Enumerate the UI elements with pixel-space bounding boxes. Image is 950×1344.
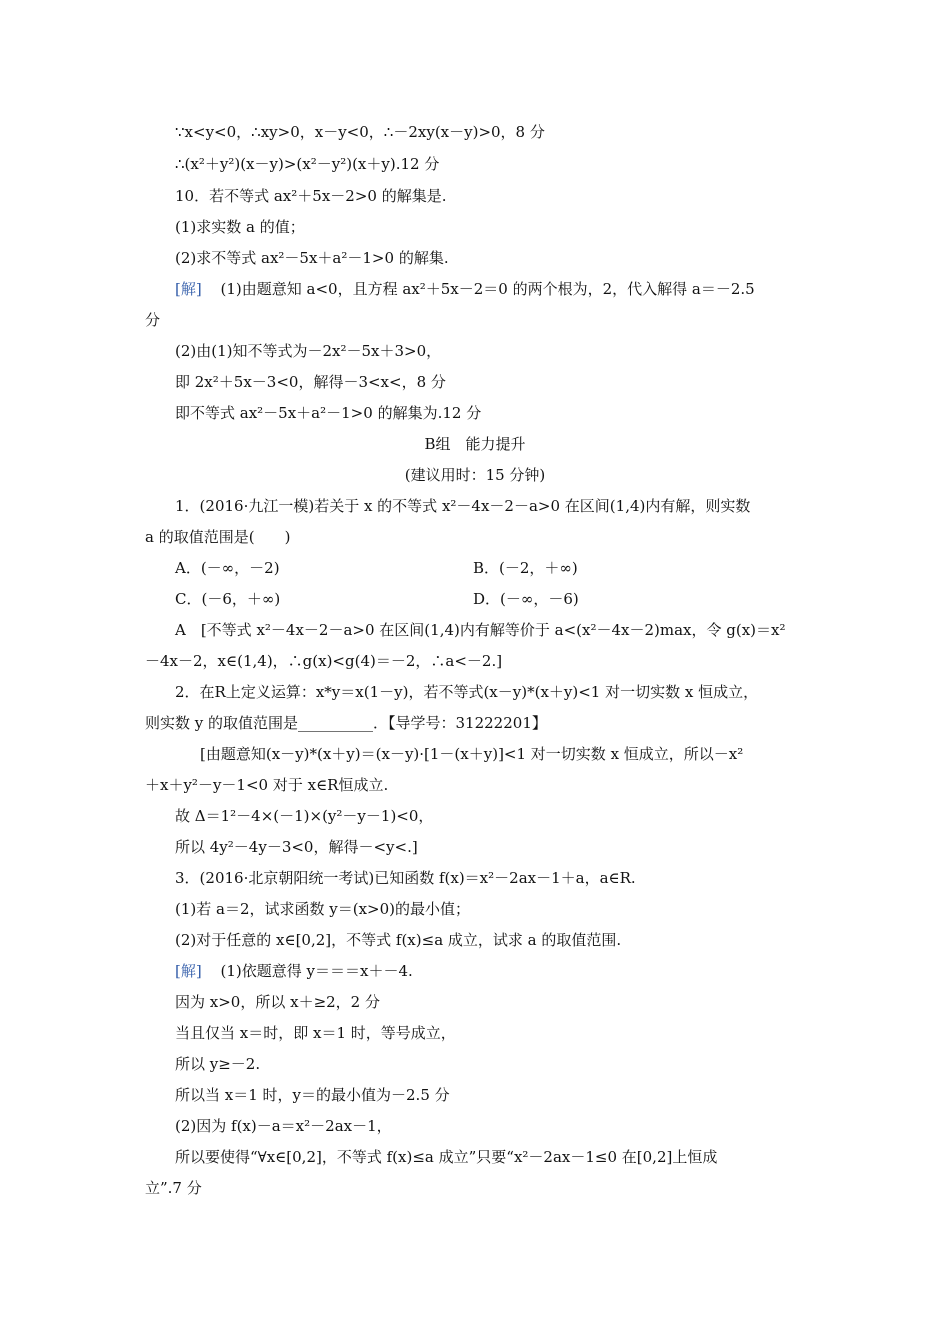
solution-line <box>175 961 413 981</box>
text-line: 当且仅当 x＝时，即 x＝1 时，等号成立， <box>175 1024 456 1042</box>
text-line: (2)由(1)知不等式为－2x²－5x＋3>0， <box>175 342 442 360</box>
question-2: 2．在R上定义运算：x*y＝x(1－y)，若不等式(x－y)*(x＋y)<1 对一切实数 x 恒成立， <box>175 683 759 701</box>
option-b: B．(－2，＋∞) <box>473 559 578 577</box>
text-line: 所以 y≥－2. <box>175 1055 261 1073</box>
solution-text: (1)由题意知 a<0，且方程 ax²＋5x－2＝0 的两个根为，2，代入解得 a＝－2.5 <box>220 280 755 298</box>
text-line: a 的取值范围是( ) <box>145 528 291 546</box>
text-line: 即不等式 ax²－5x＋a²－1>0 的解集为.12 分 <box>175 404 482 422</box>
text-line: 故 Δ＝1²－4×(－1)×(y²－y－1)<0， <box>175 807 434 825</box>
option-a: A．(－∞，－2) <box>175 559 280 577</box>
text-line: 因为 x>0，所以 x＋≥2，2 分 <box>175 993 380 1011</box>
text-line: 则实数 y 的取值范围是__________．【导学号：31222201】 <box>145 714 547 732</box>
text-line: 分 <box>145 311 161 329</box>
text-line: ∴(x²＋y²)(x－y)>(x²－y²)(x＋y).12 分 <box>175 155 440 173</box>
solution-tag: [解] <box>175 280 202 298</box>
text-line: (2)求不等式 ax²－5x＋a²－1>0 的解集. <box>175 249 449 267</box>
text-line: ＋x＋y²－y－1<0 对于 x∈R恒成立. <box>145 776 389 794</box>
solution-tag: [解] <box>175 962 202 980</box>
question-10: 10．若不等式 ax²＋5x－2>0 的解集是. <box>175 187 447 205</box>
text-line: 立”.7 分 <box>145 1179 202 1197</box>
section-subheading: (建议用时：15 分钟) <box>404 466 546 484</box>
text-line: 即 2x²＋5x－3<0，解得－3<x<，8 分 <box>175 373 446 391</box>
text-line: (2)对于任意的 x∈[0,2]，不等式 f(x)≤a 成立，试求 a 的取值范围. <box>175 931 622 949</box>
answer-line: [由题意知(x－y)*(x＋y)＝(x－y)·[1－(x＋y)]<1 对一切实数 x 恒成立，所以－x² <box>200 745 744 763</box>
text-line: (1)若 a＝2，试求函数 y＝(x>0)的最小值； <box>175 900 471 918</box>
option-c: C．(－6，＋∞) <box>175 590 281 608</box>
text-line: 所以当 x＝1 时，y＝的最小值为－2.5 分 <box>175 1086 450 1104</box>
question-3: 3．(2016·北京朝阳统一考试)已知函数 f(x)＝x²－2ax－1＋a，a∈R. <box>175 869 636 887</box>
text-line: －4x－2，x∈(1,4)，∴g(x)<g(4)＝－2，∴a<－2.] <box>145 652 503 670</box>
section-heading: B组 能力提升 <box>424 435 526 453</box>
solution-text: (1)依题意得 y＝＝＝x＋－4. <box>220 962 413 980</box>
solution-line <box>175 279 755 299</box>
text-line: 所以 4y²－4y－3<0，解得－<y<.] <box>175 838 418 856</box>
option-d: D．(－∞，－6) <box>473 590 579 608</box>
text-line: (2)因为 f(x)－a＝x²－2ax－1， <box>175 1117 392 1135</box>
text-line: 所以要使得“∀x∈[0,2]，不等式 f(x)≤a 成立”只要“x²－2ax－1≤0 在[0,2]上恒成 <box>175 1148 718 1166</box>
text-line: (1)求实数 a 的值； <box>175 218 305 236</box>
answer-line: A [不等式 x²－4x－2－a>0 在区间(1,4)内有解等价于 a<(x²－4x－2)max，令 g(x)＝x² <box>175 621 786 639</box>
text-line: ∵x<y<0，∴xy>0，x－y<0，∴－2xy(x－y)>0，8 分 <box>175 123 545 141</box>
question-1: 1．(2016·九江一模)若关于 x 的不等式 x²－4x－2－a>0 在区间(1,4)内有解，则实数 <box>175 497 751 515</box>
